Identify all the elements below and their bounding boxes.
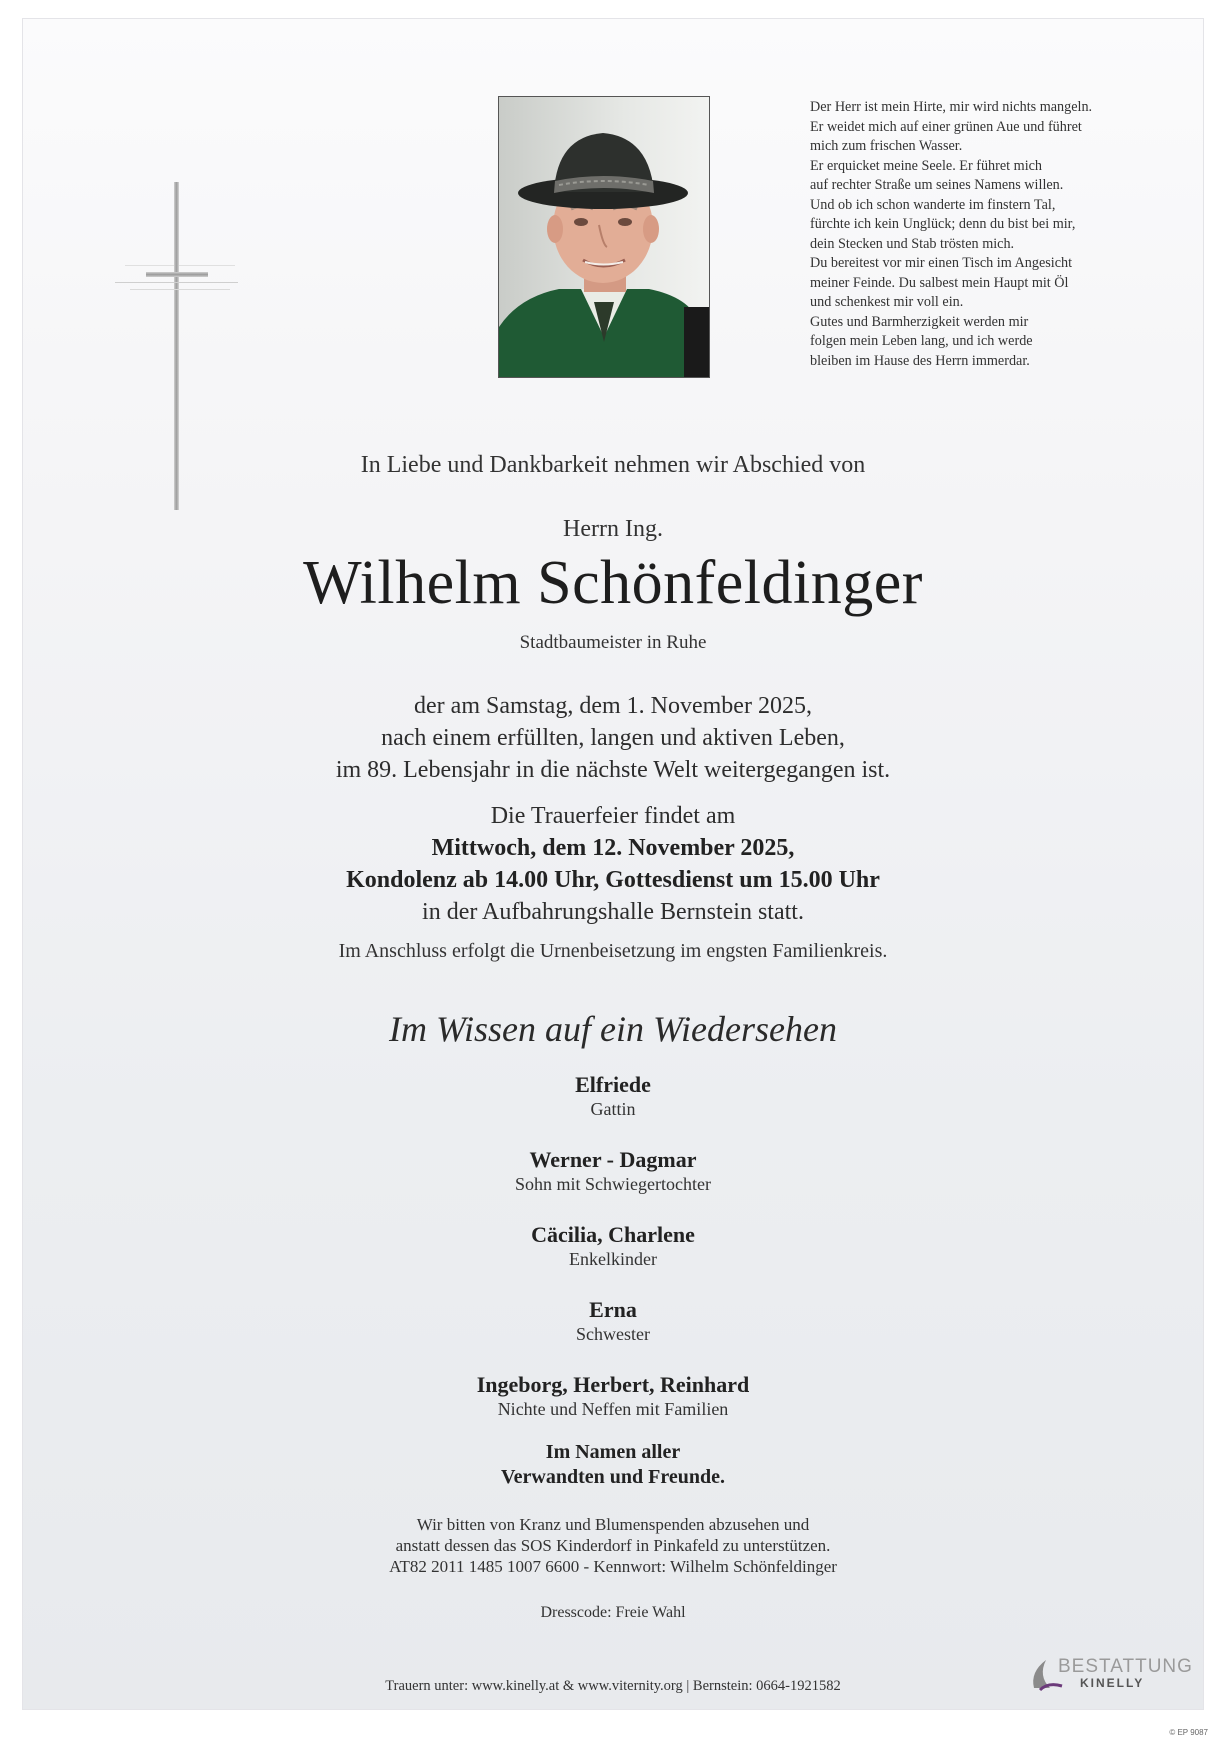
psalm-line: Gutes und Barmherzigkeit werden mir xyxy=(810,313,1029,330)
kinelly-logo-icon xyxy=(1028,1652,1193,1696)
closing-line: Verwandten und Freunde. xyxy=(501,1466,725,1488)
psalm-23-text xyxy=(810,98,1130,371)
dresscode: Dresscode: Freie Wahl xyxy=(540,1604,686,1621)
psalm-line: auf rechter Straße um seines Namens willen. xyxy=(810,177,1064,193)
death-line: der am Samstag, dem 1. November 2025, xyxy=(414,693,812,719)
mourner-name: Elfriede xyxy=(575,1072,651,1097)
mourner-item xyxy=(0,1147,1226,1222)
mourner-role: Nichte und Neffen mit Familien xyxy=(497,1399,729,1419)
mourners-list xyxy=(0,1072,1226,1447)
psalm-line: bleiben im Hause des Herrn immerdar. xyxy=(810,352,1030,369)
psalm-line: und schenkest mir voll ein. xyxy=(810,294,964,310)
mourner-name: Ingeborg, Herbert, Reinhard xyxy=(476,1372,750,1397)
ceremony-info xyxy=(0,800,1226,928)
mourner-item xyxy=(0,1222,1226,1297)
farewell-intro: In Liebe und Dankbarkeit nehmen wir Abschied von xyxy=(360,452,866,478)
mourner-role: Gattin xyxy=(590,1099,636,1119)
request-line: anstatt dessen das SOS Kinderdorf in Pinkafeld zu unterstützen. xyxy=(395,1536,831,1555)
psalm-line: dein Stecken und Stab trösten mich. xyxy=(810,235,1015,252)
donation-request xyxy=(0,1514,1226,1577)
ceremony-date: Mittwoch, dem 12. November 2025, xyxy=(431,835,795,861)
death-line: nach einem erfüllten, langen und aktiven Leben, xyxy=(381,725,845,751)
death-announcement xyxy=(0,690,1226,786)
psalm-line: Der Herr ist mein Hirte, mir wird nichts mangeln. xyxy=(810,99,1093,115)
psalm-line: meiner Feinde. Du salbest mein Haupt mit Öl xyxy=(810,274,1069,291)
ceremony-times: Kondolenz ab 14.00 Uhr, Gottesdienst um 15.00 Uhr xyxy=(346,867,880,893)
mourner-name: Erna xyxy=(589,1297,637,1322)
deceased-name: Wilhelm Schönfeldinger xyxy=(303,549,923,617)
honorific-title: Herrn Ing. xyxy=(563,516,663,542)
burial-note: Im Anschluss erfolgt die Urnenbeisetzung im engsten Familienkreis. xyxy=(338,940,888,962)
psalm-line: fürchte ich kein Unglück; denn du bist bei mir, xyxy=(810,216,1076,232)
request-line: Wir bitten von Kranz und Blumenspenden abzusehen und xyxy=(416,1515,810,1534)
mourner-role: Schwester xyxy=(576,1324,650,1344)
logo-text-bottom: KINELLY xyxy=(1080,1676,1145,1690)
closing-signature xyxy=(0,1440,1226,1490)
mourner-item xyxy=(0,1297,1226,1372)
portrait-photo xyxy=(498,96,710,378)
copyright-mark: © EP 9087 xyxy=(1169,1728,1208,1737)
mourner-name: Werner - Dagmar xyxy=(529,1147,697,1172)
ceremony-intro: Die Trauerfeier findet am xyxy=(490,803,736,829)
bank-details: AT82 2011 1485 1007 6600 - Kennwort: Wilhelm Schönfeldinger xyxy=(389,1557,837,1576)
footer-contact: Trauern unter: www.kinelly.at & www.viternity.org | Bernstein: 0664-1921582 xyxy=(385,1678,841,1694)
deceased-profession: Stadtbaumeister in Ruhe xyxy=(519,632,707,653)
mourner-role: Enkelkinder xyxy=(569,1249,657,1269)
mourner-role: Sohn mit Schwiegertochter xyxy=(515,1174,711,1194)
death-line: im 89. Lebensjahr in die nächste Welt weitergegangen ist. xyxy=(335,757,891,783)
psalm-line: Er erquicket meine Seele. Er führet mich xyxy=(810,157,1043,174)
ceremony-location: in der Aufbahrungshalle Bernstein statt. xyxy=(422,899,804,925)
motto: Im Wissen auf ein Wiedersehen xyxy=(389,1009,837,1049)
logo-text-top: BESTATTUNG xyxy=(1058,1656,1193,1677)
mourner-name: Cäcilia, Charlene xyxy=(531,1222,695,1247)
closing-line: Im Namen aller xyxy=(545,1441,681,1463)
psalm-line: Und ob ich schon wanderte im finstern Tal, xyxy=(810,196,1056,213)
psalm-line: Er weidet mich auf einer grünen Aue und führet xyxy=(810,118,1082,135)
mourner-item xyxy=(0,1072,1226,1147)
psalm-line: Du bereitest vor mir einen Tisch im Angesicht xyxy=(810,255,1073,271)
psalm-line: mich zum frischen Wasser. xyxy=(810,138,963,154)
mourner-item xyxy=(0,1372,1226,1447)
psalm-line: folgen mein Leben lang, und ich werde xyxy=(810,333,1033,349)
